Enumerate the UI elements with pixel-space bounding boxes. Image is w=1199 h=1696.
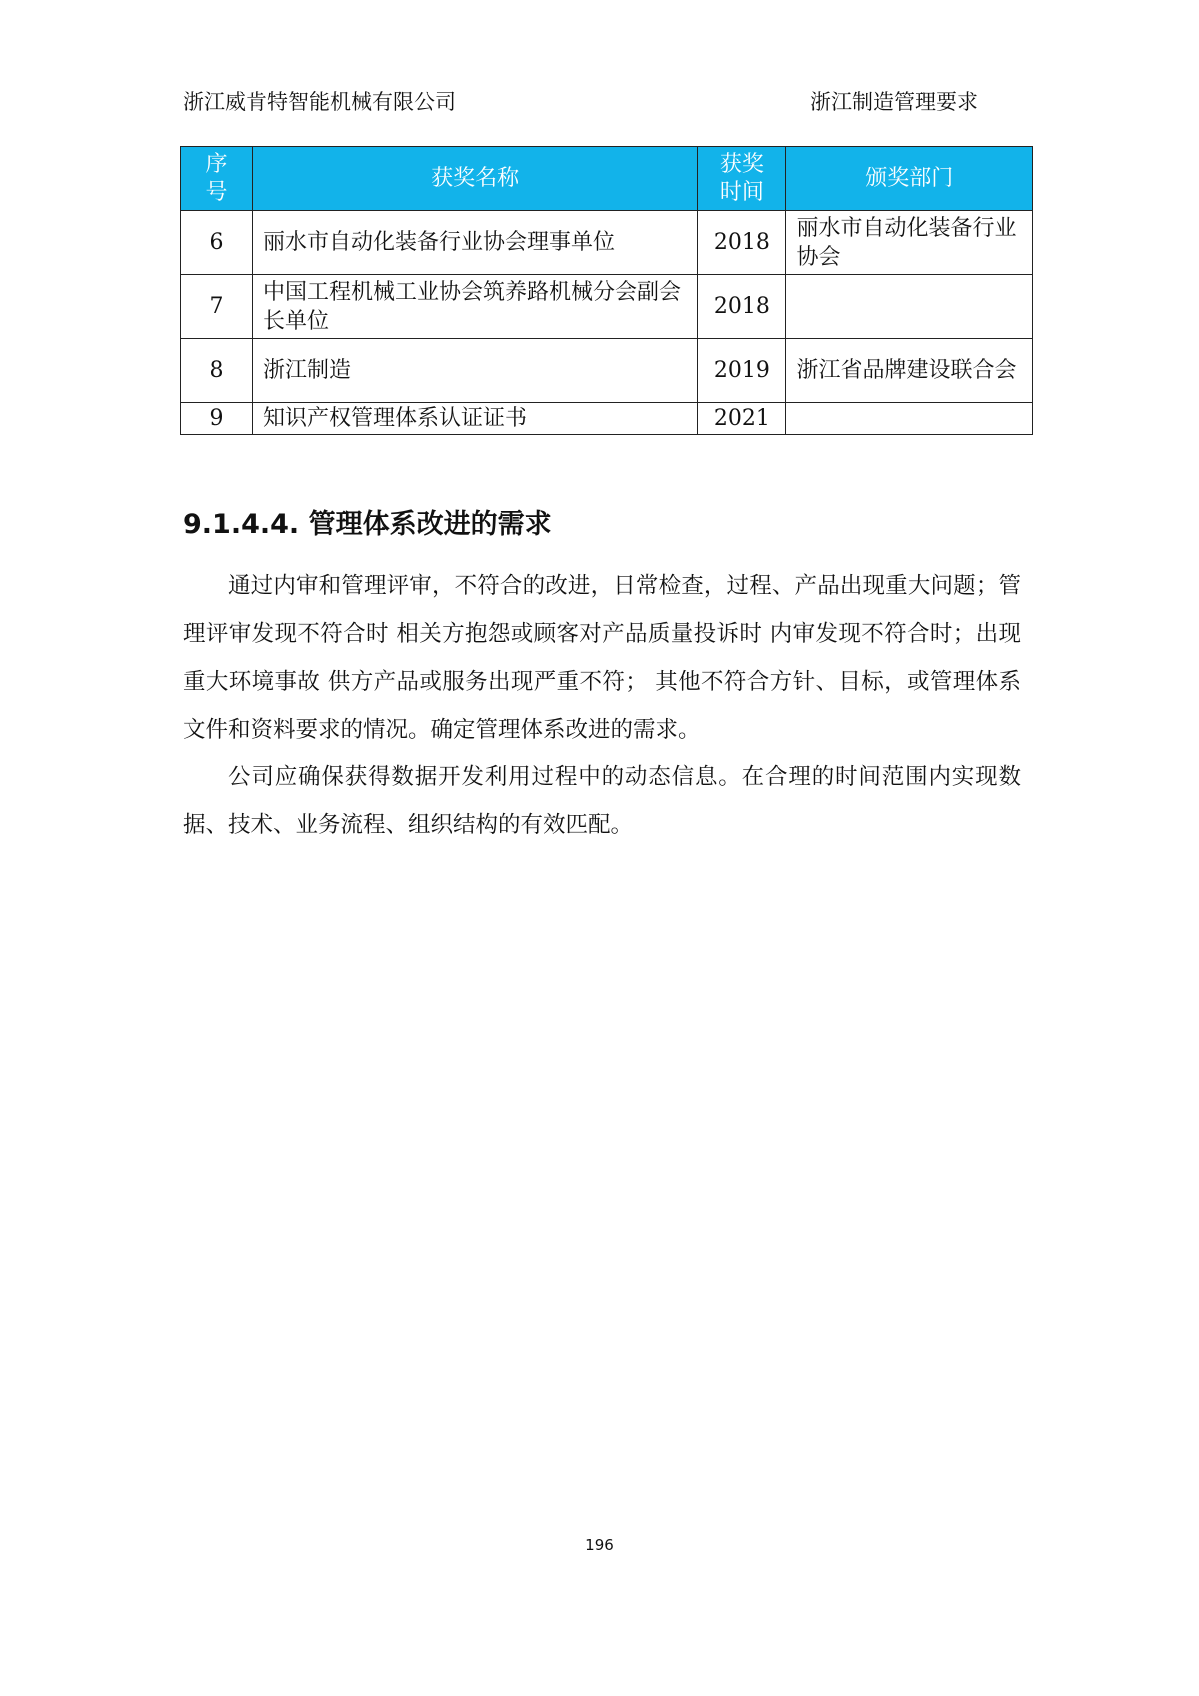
cell-dept bbox=[786, 275, 1033, 339]
body-paragraph: 通过内审和管理评审，不符合的改进，日常检查，过程、产品出现重大问题；管理评审发现不符合时 相关方抱怨或顾客对产品质量投诉时 内审发现不符合时；出现重大环境事故 供方产品或服务出现严重不符； 其他不符合方针、目标，或管理体系文件和资料要求的情况。确定管理体系改进的需求。 bbox=[183, 573, 1021, 743]
header-num-label: 序 号 bbox=[205, 151, 228, 205]
cell-dept bbox=[786, 403, 1033, 435]
cell-num: 8 bbox=[181, 339, 253, 403]
table-row bbox=[181, 339, 1033, 403]
header-dept: 颁奖部门 bbox=[786, 147, 1033, 211]
header-year-label: 获奖 时间 bbox=[719, 151, 764, 205]
table-row bbox=[181, 403, 1033, 435]
header-company: 浙江威肯特智能机械有限公司 bbox=[183, 90, 456, 114]
cell-name: 知识产权管理体系认证证书 bbox=[253, 403, 698, 435]
cell-year: 2018 bbox=[698, 275, 786, 339]
header-year bbox=[698, 147, 786, 211]
page-number: 196 bbox=[585, 1536, 614, 1554]
cell-name: 中国工程机械工业协会筑养路机械分会副会长单位 bbox=[253, 275, 698, 339]
cell-name: 丽水市自动化装备行业协会理事单位 bbox=[253, 211, 698, 275]
table-row bbox=[181, 211, 1033, 275]
cell-num: 9 bbox=[181, 403, 253, 435]
cell-num: 7 bbox=[181, 275, 253, 339]
cell-year: 2018 bbox=[698, 211, 786, 275]
body-paragraph: 公司应确保获得数据开发利用过程中的动态信息。在合理的时间范围内实现数据、技术、业务流程、组织结构的有效匹配。 bbox=[183, 764, 1021, 838]
table-row bbox=[181, 275, 1033, 339]
cell-year: 2019 bbox=[698, 339, 786, 403]
cell-num: 6 bbox=[181, 211, 253, 275]
cell-year: 2021 bbox=[698, 403, 786, 435]
cell-dept: 浙江省品牌建设联合会 bbox=[786, 339, 1033, 403]
header-num bbox=[181, 147, 253, 211]
header-name: 获奖名称 bbox=[253, 147, 698, 211]
table-header-row bbox=[181, 147, 1033, 211]
cell-dept: 丽水市自动化装备行业协会 bbox=[786, 211, 1033, 275]
section-heading: 9.1.4.4. 管理体系改进的需求 bbox=[183, 509, 552, 540]
awards-table bbox=[180, 146, 1033, 435]
header-doc-title: 浙江制造管理要求 bbox=[810, 90, 978, 114]
cell-name: 浙江制造 bbox=[253, 339, 698, 403]
